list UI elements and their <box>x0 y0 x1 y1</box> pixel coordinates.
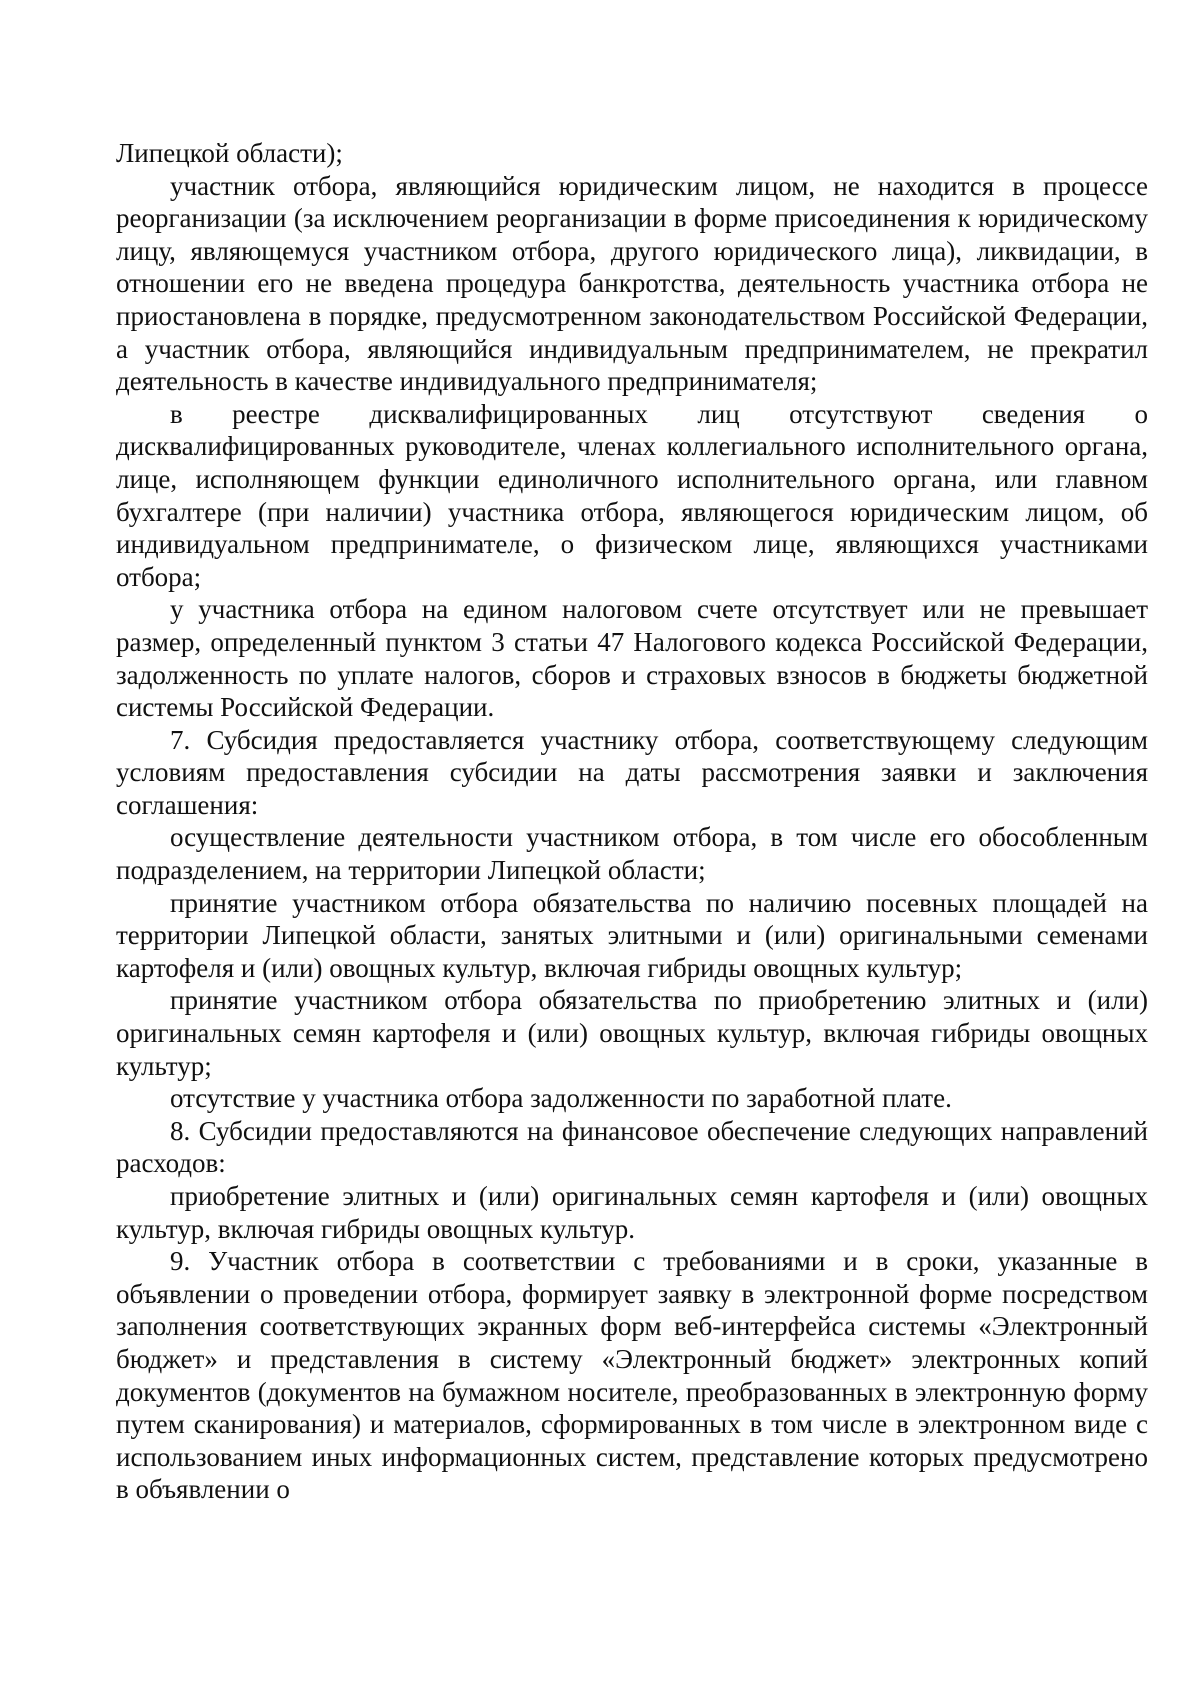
paragraph-item-7: 7. Субсидия предоставляется участнику отбора, соответствующему следующим условиям предоставления субсидии на даты рассмотрения заявки и заключения соглашения: <box>116 724 1148 820</box>
paragraph-item-9: 9. Участник отбора в соответствии с требованиями и в сроки, указанные в объявлении о проведении отбора, формирует заявку в электронной форме посредством заполнения соответствующих экранных форм веб-интерфейса системы «Электронный бюджет» и представления в систему «Электронный бюджет» электронных копий документов (документов на бумажном носителе, преобразованных в электронную форму путем сканирования) и материалов, сформированных в том числе в электронном виде с использованием иных информационных систем, представление которых предусмотрено в объявлении о <box>116 1246 1148 1505</box>
paragraph-disqualified-registry: в реестре дисквалифицированных лиц отсутствуют сведения о дисквалифицированных руководителе, членах коллегиального исполнительного органа, лице, исполняющем функции единоличного исполнительного органа, или главном бухгалтере (при наличии) участника отбора, являющегося юридическим лицом, об индивидуальном предпринимателе, о физическом лице, являющихся участниками отбора; <box>116 398 1148 592</box>
paragraph-reorganization: участник отбора, являющийся юридическим лицом, не находится в процессе реорганизации (за исключением реорганизации в форме присоединения к юридическому лицу, являющемуся участником отбора, другого юридического лица), ликвидации, в отношении его не введена процедура банкротства, деятельность участника отбора не приостановлена в порядке, предусмотренном законодательством Российской Федерации, а участник отбора, являющийся индивидуальным предпринимателем, не прекратил деятельность в качестве индивидуального предпринимателя; <box>116 170 1148 397</box>
paragraph-activity-territory: осуществление деятельности участником отбора, в том числе его обособленным подразделением, на территории Липецкой области; <box>116 822 1148 886</box>
paragraph-sowing-areas: принятие участником отбора обязательства по наличию посевных площадей на территории Липецкой области, занятых элитными и (или) оригинальными семенами картофеля и (или) овощных культур, включая гибриды овощных культур; <box>116 887 1148 983</box>
paragraph-tax-debt: у участника отбора на едином налоговом счете отсутствует или не превышает размер, определенный пунктом 3 статьи 47 Налогового кодекса Российской Федерации, задолженность по уплате налогов, сборов и страховых взносов в бюджеты бюджетной системы Российской Федерации. <box>116 594 1148 723</box>
document-page <box>116 137 1148 1506</box>
paragraph-seed-purchase: принятие участником отбора обязательства по приобретению элитных и (или) оригинальных семян картофеля и (или) овощных культур, включая гибриды овощных культур; <box>116 985 1148 1081</box>
paragraph-item-8: 8. Субсидии предоставляются на финансовое обеспечение следующих направлений расходов: <box>116 1115 1148 1179</box>
paragraph-wage-debt: отсутствие у участника отбора задолженности по заработной плате. <box>170 1083 952 1114</box>
paragraph-continuation: Липецкой области); <box>116 138 343 168</box>
paragraph-expense-direction: приобретение элитных и (или) оригинальных семян картофеля и (или) овощных культур, включая гибриды овощных культур. <box>116 1181 1148 1244</box>
